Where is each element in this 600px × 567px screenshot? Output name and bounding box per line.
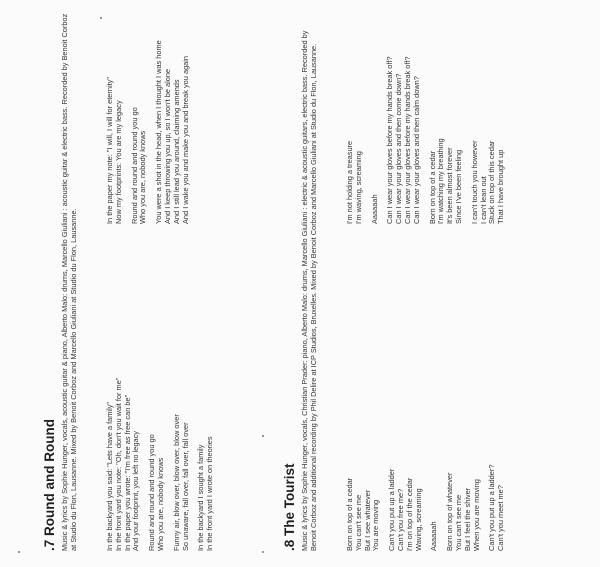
lyric-line: Can I wear your gloves and then come down?	[394, 73, 404, 224]
lyric-line: I can't touch you however	[469, 140, 479, 224]
lyrics-stanza	[106, 40, 124, 224]
lyric-line: Can I wear your gloves and then calm down?	[411, 76, 421, 224]
lyrics-stanza	[488, 465, 506, 551]
lyrics-stanza	[106, 378, 141, 551]
lyric-line: Waving, screaming	[413, 488, 423, 551]
lyric-line: And your footprint, you left no legacy	[131, 431, 141, 551]
lyric-line: I'm not holding a treasure	[345, 140, 354, 224]
lyrics-column	[346, 57, 513, 224]
lyrics-stanza	[429, 57, 464, 224]
lyric-line: Aaaaaah	[429, 521, 439, 551]
lyric-line: So unaware, fall over, fall over, fall over	[180, 422, 190, 551]
lyric-line: That I have brought up	[496, 149, 506, 224]
lyric-line: In the paper you wrote: "I'm free as free can be"	[122, 394, 132, 551]
lyrics-stanza	[131, 40, 149, 224]
lyric-line: I'm watching my breathing	[436, 138, 446, 224]
lyric-line: Now my footprints: You are my legacy	[113, 100, 123, 224]
lyrics-stanza	[148, 378, 166, 551]
lyric-line: It's been almost forever	[445, 147, 455, 224]
lyric-line: In the front yard you note: "Oh, don't you wait for me"	[113, 377, 123, 551]
lyric-line: I'm waving, screaming	[353, 151, 363, 224]
lyrics-column	[346, 465, 513, 551]
lyrics-stanza	[173, 378, 191, 551]
lyrics-column	[106, 40, 197, 224]
lyric-line: Can I wear your gloves before my hands break off?	[385, 56, 395, 224]
lyrics-stanza	[446, 465, 481, 551]
lyric-line: But I feel the shiver	[462, 487, 472, 551]
lyric-line: Round and round and round you go	[147, 434, 157, 551]
song-title: .8 The Tourist	[282, 463, 297, 551]
lyric-line: And I keep throwing you up, so I won't be alone	[162, 68, 172, 224]
lyrics-stanza	[371, 57, 380, 224]
lyric-line: Since I've been feeling	[453, 149, 463, 224]
lyrics-stanza	[346, 465, 381, 551]
lyric-line: In the paper my note: "I will, I will for eternity"	[105, 77, 114, 224]
lyric-line: Who you are, nobody knows	[138, 130, 148, 224]
lyrics-column	[106, 378, 222, 551]
lyric-line: I'm on top of the cedar	[404, 477, 414, 551]
lyrics-stanza	[471, 57, 506, 224]
lyric-line: But I see whatever	[362, 489, 372, 551]
song-title: .7 Round and Round	[42, 419, 57, 551]
lyric-line: Can't you meet me?	[496, 485, 506, 551]
lyric-line: Born on top of a cedar	[427, 150, 437, 224]
lyric-line: Can't you put up a ladder	[387, 468, 397, 551]
lyric-line: Can't you free me?	[395, 488, 405, 551]
song-credits: Music & lyrics by Sophie Hunger, vocals, Christian Prader: piano, Alberto Malo: drums, Marcello Giuliani : electric & acoustic guitars, electric bass. Recorded by Benoit Corboz and additional recording by Phil Delire at ICP Studios, Bruxelles. Mixed by Benoit Corboz and Marcello Giuliani at Studio du Flon, Lausanne.	[300, 30, 318, 551]
lyric-line: Stuck on top of this cedar	[487, 140, 497, 224]
lyrics-stanza	[430, 465, 439, 551]
lyrics-stanza	[346, 57, 364, 224]
lyric-line: You were a shot in the head, when I thought I was home	[154, 40, 164, 224]
lyrics-stanza	[386, 57, 421, 224]
lyric-line: You are moving	[371, 499, 381, 551]
lyric-line: Funny air, blow over, blow over, blow over	[171, 414, 181, 551]
lyric-line: Can I wear your gloves before my hands break off?	[402, 56, 412, 224]
lyric-line: In the backyard I sought a family	[196, 444, 206, 551]
lyric-line: Round and round and round you go	[129, 107, 139, 224]
lyrics-stanza	[388, 465, 423, 551]
lyric-line: Born on top of a cedar	[345, 477, 354, 551]
lyric-line: Who you are, nobody knows	[155, 457, 165, 551]
lyric-line: I can't lean out	[478, 176, 488, 224]
lyrics-stanza	[197, 378, 215, 551]
lyric-line: You can't see me	[353, 494, 363, 551]
lyric-line: And I wake you and make you and break you again	[180, 55, 190, 224]
lyric-line: In the front yard I wrote on theories	[205, 436, 215, 551]
lyric-line: Aaaaaah	[369, 194, 379, 224]
lyric-line: And I still lead you around, claiming amends	[171, 79, 181, 224]
song-credits: Music & lyrics by Sophie Hunger, vocals, acoustic guitar & piano, Alberto Malo: drums, Marcello Giuliani : acoustic guitar & electric bass. Recorded by Benoit Corboz at Studio du Flon, Lausanne. Mixed by Benoit Corboz and Marcello Giuliani at Studio du Flon, Lausanne.	[60, 13, 78, 551]
lyric-line: In the backyard you said: "Lets have a family"	[105, 401, 114, 551]
lyric-line: Born on top of whatever	[445, 472, 455, 551]
lyric-line: Can't you put up a ladder?	[487, 464, 497, 551]
lyric-line: You can't see me	[453, 494, 463, 551]
lyric-line: When you are moving	[471, 479, 481, 551]
lyrics-stanza	[155, 40, 190, 224]
